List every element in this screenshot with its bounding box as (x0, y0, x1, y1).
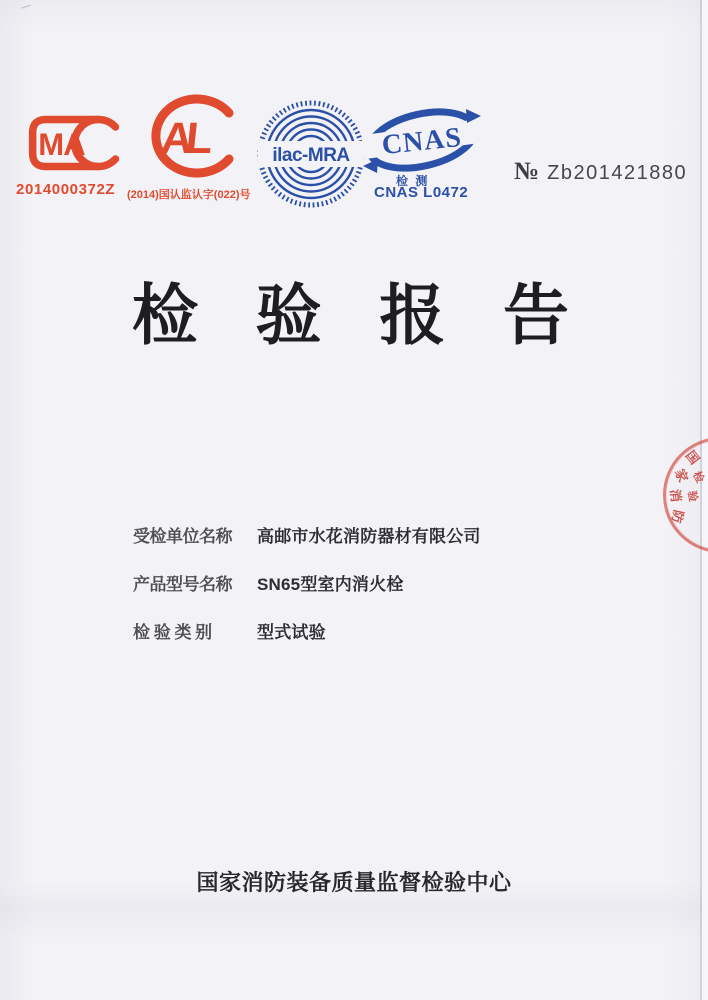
cal-letters: AL (158, 114, 209, 163)
ilac-mra-logo (256, 100, 366, 208)
numero-sign: № (514, 158, 540, 185)
field-value: 高邮市水花消防器材有限公司 (257, 527, 481, 546)
report-fields (133, 522, 481, 666)
cma-mark-icon (24, 111, 126, 175)
field-row-inspection-type (133, 618, 481, 644)
seal-char: 验 (685, 489, 699, 503)
cma-letters: MA (38, 127, 85, 163)
report-title: 检 验 报 告 (131, 278, 577, 352)
seal-char: 检 (690, 469, 706, 485)
cma-logo (24, 111, 126, 175)
scan-speck (21, 5, 32, 14)
field-row-product-model (133, 570, 481, 596)
field-row-inspected-unit (133, 522, 481, 548)
cma-cert-number: 2014000372Z (16, 181, 116, 198)
ilac-mra-icon (256, 100, 366, 208)
seal-char: 家 (672, 466, 691, 485)
seal-char: 防 (668, 508, 687, 525)
report-number-value: Zb201421880 (547, 162, 688, 184)
cnas-field-label: 检 测 (396, 174, 430, 188)
cnas-accreditation-number: CNAS L0472 (374, 184, 469, 201)
cal-logo (144, 92, 244, 180)
field-label: 检 验 类 别 (133, 623, 212, 642)
seal-char: 国 (682, 447, 703, 468)
cnas-letters: CNAS (380, 121, 464, 162)
cal-cert-number: (2014)国认监认字(022)号 (127, 189, 251, 201)
seal-char: 消 (667, 488, 684, 503)
field-label: 受检单位名称 (133, 527, 232, 546)
cnas-logo (362, 103, 482, 179)
field-value: SN65型室内消火栓 (257, 575, 404, 594)
report-number (514, 158, 687, 186)
cnas-mark-icon (362, 103, 482, 179)
cal-mark-icon (144, 92, 244, 180)
ilac-mra-label: ilac-MRA (272, 145, 350, 166)
field-value: 型式试验 (257, 623, 326, 642)
inspection-center-name: 国家消防装备质量监督检验中心 (196, 870, 512, 895)
field-label: 产品型号名称 (133, 575, 232, 594)
